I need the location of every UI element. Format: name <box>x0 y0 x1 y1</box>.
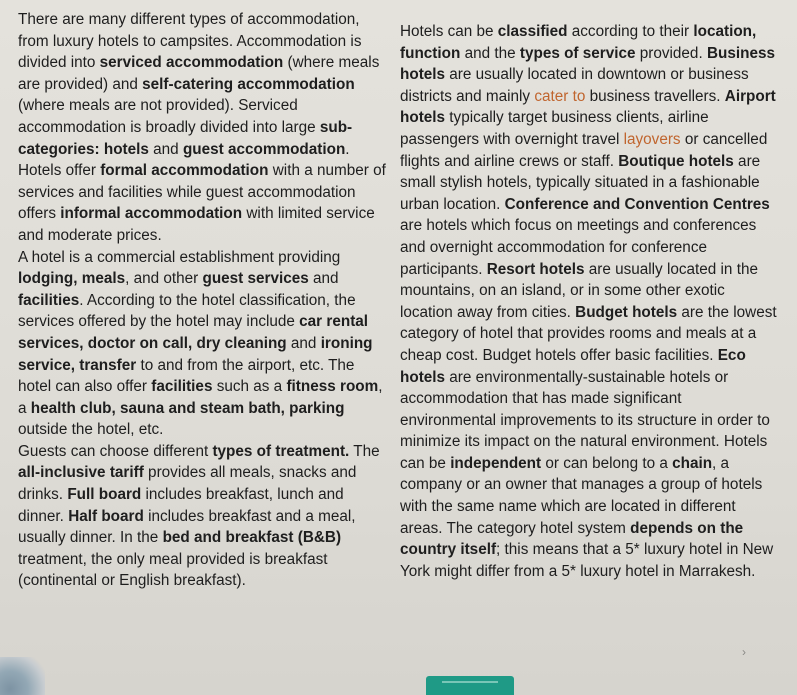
text: are hotels which focus on meetings and conferences and overnight accommodation for conference participants. <box>400 217 757 278</box>
highlighted-term: cater to <box>534 87 586 105</box>
text: are usually located in the mountains, on an island, or in some other exotic location away from cities. <box>400 260 758 321</box>
text: , a <box>18 378 383 417</box>
text: treatment, the only meal provided is breakfast (continental or English breakfast). <box>18 550 328 590</box>
text: according to their <box>567 23 694 40</box>
term: Conference and Convention Centres <box>504 195 770 213</box>
text: business travellers. <box>585 87 725 105</box>
text: provided. <box>635 44 707 62</box>
text: Guests can choose different <box>18 442 213 460</box>
text: are usually located in downtown or business districts and mainly <box>400 66 749 105</box>
term: depends on the country itself <box>400 519 744 559</box>
term: chain <box>672 454 713 472</box>
term: guest services <box>202 270 309 288</box>
section-tab-label-fragment <box>442 681 498 687</box>
term: types of treatment. <box>212 442 350 460</box>
term: Resort hotels <box>486 260 585 278</box>
term: formal accommodation <box>100 162 269 180</box>
term: health club, sauna and steam bath, parking <box>30 399 345 417</box>
term: classified <box>497 23 568 40</box>
paragraph-treatment <box>18 441 390 592</box>
term: informal accommodation <box>60 205 243 223</box>
text: A hotel is a commercial establishment providing <box>18 248 341 266</box>
text: are small stylish hotels, typically situated in a fashionable urban location. <box>400 152 761 213</box>
term: facilities <box>18 291 80 309</box>
text: ; this means that a 5* luxury hotel in New York might differ from a 5* luxury hotel in Marrakesh. <box>400 541 774 580</box>
text: includes breakfast, lunch and dinner. <box>18 486 344 525</box>
term: ironing service, transfer <box>18 334 373 374</box>
text: to and from the airport, etc. The hotel can also offer <box>18 356 355 396</box>
text: are environmentally-sustainable hotels or accommodation that has made significant environmental improvements to its structure in order to minimize its impact on the natural environment. Hotels can be <box>400 368 770 472</box>
text: Hotels can be <box>400 23 498 40</box>
left-column <box>18 9 390 592</box>
paragraph-hotel-services <box>18 247 390 441</box>
term: Eco hotels <box>400 346 746 386</box>
text: includes breakfast and a meal, usually dinner. In the <box>18 507 356 547</box>
text: with a number of services and facilities while guest accommodation offers <box>18 162 386 223</box>
text: outside the hotel, etc. <box>18 421 164 439</box>
term: independent <box>450 454 542 472</box>
text: The <box>349 442 380 460</box>
paragraph-accommodation-types <box>18 9 390 247</box>
text: typically target business clients, airline passengers with overnight travel <box>400 109 709 148</box>
text: provides all meals, snacks and drinks. <box>18 464 357 504</box>
text: , a company or an owner that manages a group of hotels with the same name which are located in different areas. The category hotel system <box>400 454 763 537</box>
term: Full board <box>67 486 142 504</box>
text: and <box>148 140 183 158</box>
term: Boutique hotels <box>618 152 734 170</box>
term: Airport hotels <box>400 87 776 127</box>
text: . Hotels offer <box>18 140 350 180</box>
term: serviced accommodation <box>99 54 284 72</box>
term: car rental services, doctor on call, dry cleaning <box>18 313 369 352</box>
term: Budget hotels <box>575 303 678 321</box>
text: and <box>286 334 321 352</box>
section-tab <box>426 676 514 695</box>
paragraph-hotel-classification <box>400 21 780 582</box>
text: are the lowest category of hotel that provides rooms and meals at a cheap cost. Budget hotels offer basic facilities. <box>400 303 777 364</box>
page-mark: › <box>742 645 746 659</box>
term: self-catering accommodation <box>142 75 355 93</box>
term: facilities <box>151 378 213 396</box>
text: or cancelled flights and airline crews or staff. <box>400 130 768 170</box>
corner-image-fragment <box>0 657 45 695</box>
term: types of service <box>519 44 636 62</box>
text: and <box>308 270 339 288</box>
text: (where meals are not provided). Serviced accommodation is broadly divided into large <box>18 97 320 136</box>
text: with limited service and moderate prices. <box>18 205 375 244</box>
term: bed and breakfast (B&B) <box>162 529 342 547</box>
term: lodging, meals <box>18 270 126 288</box>
text: (where meals are provided) and <box>18 54 380 93</box>
term: sub-categories: hotels <box>18 118 353 158</box>
term: location, function <box>400 23 757 62</box>
term: guest accommodation <box>182 140 346 158</box>
highlighted-term: layovers <box>623 130 681 148</box>
text: , and other <box>125 270 203 288</box>
text: . According to the hotel classification, the services offered by the hotel may include <box>18 291 356 331</box>
term: Half board <box>68 507 144 525</box>
text: There are many different types of accommodation, from luxury hotels to campsites. Accommodation is divided into <box>18 11 362 72</box>
term: fitness room <box>286 378 379 396</box>
text: and the <box>460 44 520 62</box>
text: such as a <box>212 378 287 396</box>
term: all-inclusive tariff <box>18 464 144 482</box>
right-column <box>400 21 780 582</box>
text: or can belong to a <box>541 454 673 472</box>
term: Business hotels <box>400 44 775 84</box>
